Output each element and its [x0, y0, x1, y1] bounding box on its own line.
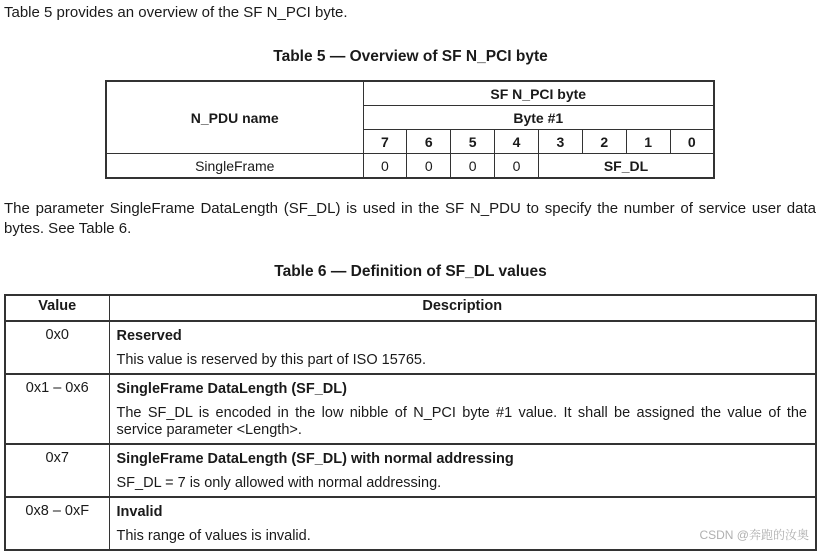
table5-header-byte: SF N_PCI byte	[363, 81, 714, 106]
table5-bit-header: 5	[451, 130, 495, 154]
description-title: Reserved	[116, 328, 182, 344]
description-title: SingleFrame DataLength (SF_DL)	[116, 381, 347, 397]
table5-bit-header: 0	[670, 130, 714, 154]
table6-caption: Table 6 — Definition of SF_DL values	[274, 263, 547, 280]
description-cell	[109, 374, 816, 444]
table5-bit-header: 1	[626, 130, 670, 154]
description-cell	[109, 321, 816, 374]
table5-bit-header: 7	[363, 130, 407, 154]
description-text: This value is reserved by this part of ISO 15765.	[116, 352, 426, 368]
table5-col-npdu-name: N_PDU name	[106, 81, 363, 154]
table5-bit-value: 0	[451, 154, 495, 179]
table5-sf-dl-field: SF_DL	[539, 154, 715, 179]
table5-bit-header: 6	[407, 130, 451, 154]
description-title: SingleFrame DataLength (SF_DL) with normal addressing	[116, 451, 514, 467]
table5-bit-value: 0	[495, 154, 539, 179]
table-row	[5, 497, 816, 550]
table5-bit-value: 0	[407, 154, 451, 179]
description-text: SF_DL = 7 is only allowed with normal addressing.	[116, 475, 442, 491]
watermark: CSDN @奔跑的汝奥	[699, 528, 809, 542]
table5-bit-header: 4	[495, 130, 539, 154]
table5	[105, 80, 715, 179]
intro-paragraph: Table 5 provides an overview of the SF N_PCI byte.	[4, 4, 348, 21]
table5-bit-value: 0	[363, 154, 407, 179]
table6-col-description: Description	[109, 295, 816, 321]
table5-row-name: SingleFrame	[106, 154, 363, 179]
table6-col-value: Value	[5, 295, 109, 321]
value-cell: 0x0	[5, 321, 109, 374]
table5-bit-header: 2	[582, 130, 626, 154]
table5-bit-header: 3	[539, 130, 583, 154]
description-text: The SF_DL is encoded in the low nibble of N_PCI byte #1 value. It shall be assigned the value of the service parameter <Length>.	[116, 405, 807, 438]
table5-header-byte-number: Byte #1	[363, 106, 714, 130]
table-row	[5, 321, 816, 374]
description-text: This range of values is invalid.	[116, 528, 311, 544]
description-cell	[109, 444, 816, 497]
table5-caption: Table 5 — Overview of SF N_PCI byte	[273, 48, 548, 65]
table6	[4, 294, 817, 551]
value-cell: 0x8 – 0xF	[5, 497, 109, 550]
table-row	[5, 444, 816, 497]
sf-dl-paragraph: The parameter SingleFrame DataLength (SF_DL) is used in the SF N_PDU to specify the number of service user data bytes. See Table 6.	[4, 200, 816, 237]
table-row	[5, 374, 816, 444]
value-cell: 0x7	[5, 444, 109, 497]
value-cell: 0x1 – 0x6	[5, 374, 109, 444]
description-title: Invalid	[116, 504, 163, 520]
